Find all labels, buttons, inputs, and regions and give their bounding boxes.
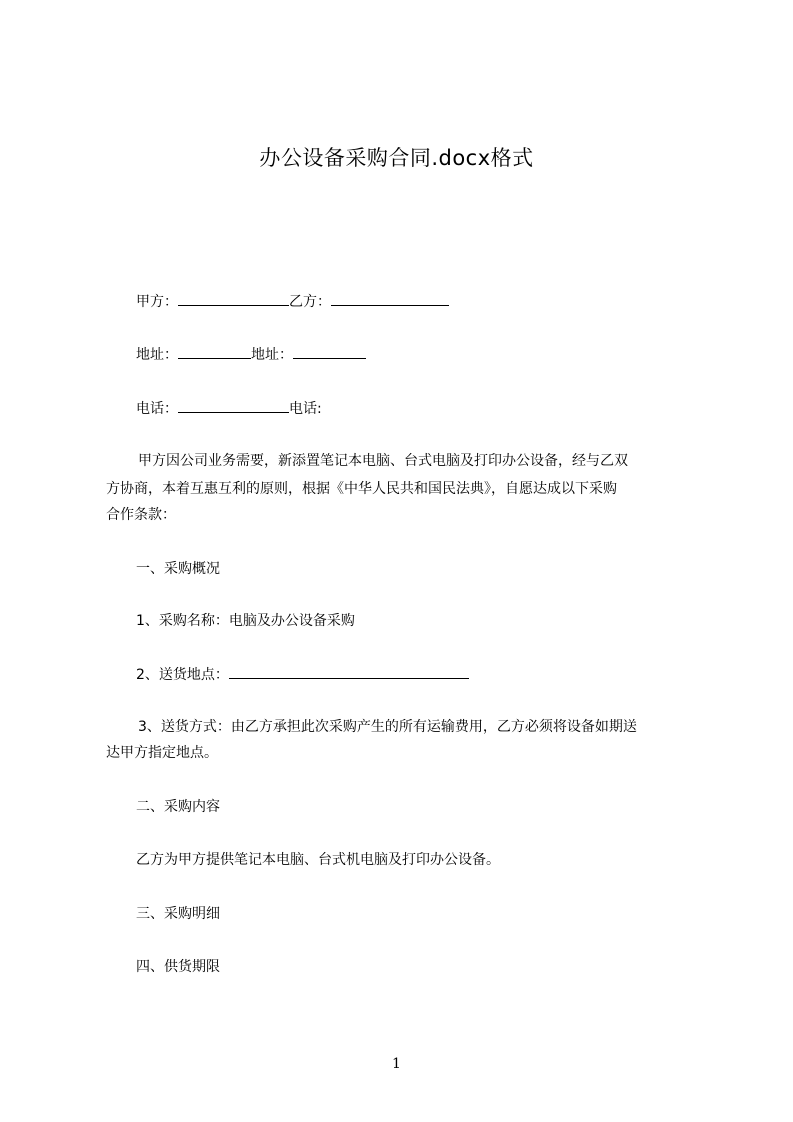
intro-line-1: 甲方因公司业务需要，新添置笔记本电脑、台式电脑及打印办公设备，经与乙双: [138, 453, 628, 469]
section-4-heading: 四、供货期限: [136, 959, 220, 975]
address-b-blank[interactable]: [293, 344, 366, 359]
party-b-blank[interactable]: [331, 291, 449, 306]
delivery-location-label: 2、送货地点：: [136, 667, 229, 683]
phone-line: [136, 398, 322, 419]
phone-b-label: 电话:: [289, 401, 322, 417]
address-line: [136, 344, 366, 365]
section-3-heading: 三、采购明细: [136, 906, 220, 922]
delivery-location-blank[interactable]: [229, 664, 469, 679]
section-2-heading: 二、采购内容: [136, 799, 220, 815]
document-title: 办公设备采购合同.docx格式: [259, 146, 534, 170]
party-line: [136, 291, 449, 312]
address-b-label: 地址：: [251, 347, 293, 363]
intro-line-2: 方协商，本着互惠互利的原则，根据《中华人民共和国民法典》，自愿达成以下采购: [106, 481, 617, 497]
party-b-label: 乙方：: [289, 294, 331, 310]
delivery-method-line-2: 达甲方指定地点。: [106, 745, 218, 761]
section-2-body: 乙方为甲方提供笔记本电脑、台式机电脑及打印办公设备。: [136, 852, 500, 868]
section-1-heading: 一、采购概况: [136, 561, 220, 577]
page-number: 1: [392, 1056, 401, 1072]
purchase-name-item: 1、采购名称：电脑及办公设备采购: [136, 613, 355, 629]
party-a-blank[interactable]: [178, 291, 289, 306]
delivery-location-line: [136, 664, 469, 685]
address-a-label: 地址：: [136, 347, 178, 363]
party-a-label: 甲方：: [136, 294, 178, 310]
phone-a-blank[interactable]: [178, 398, 289, 413]
intro-line-3: 合作条款：: [106, 507, 176, 523]
phone-a-label: 电话：: [136, 401, 178, 417]
delivery-method-line-1: 3、送货方式：由乙方承担此次采购产生的所有运输费用，乙方必须将设备如期送: [138, 719, 637, 735]
address-a-blank[interactable]: [178, 344, 251, 359]
